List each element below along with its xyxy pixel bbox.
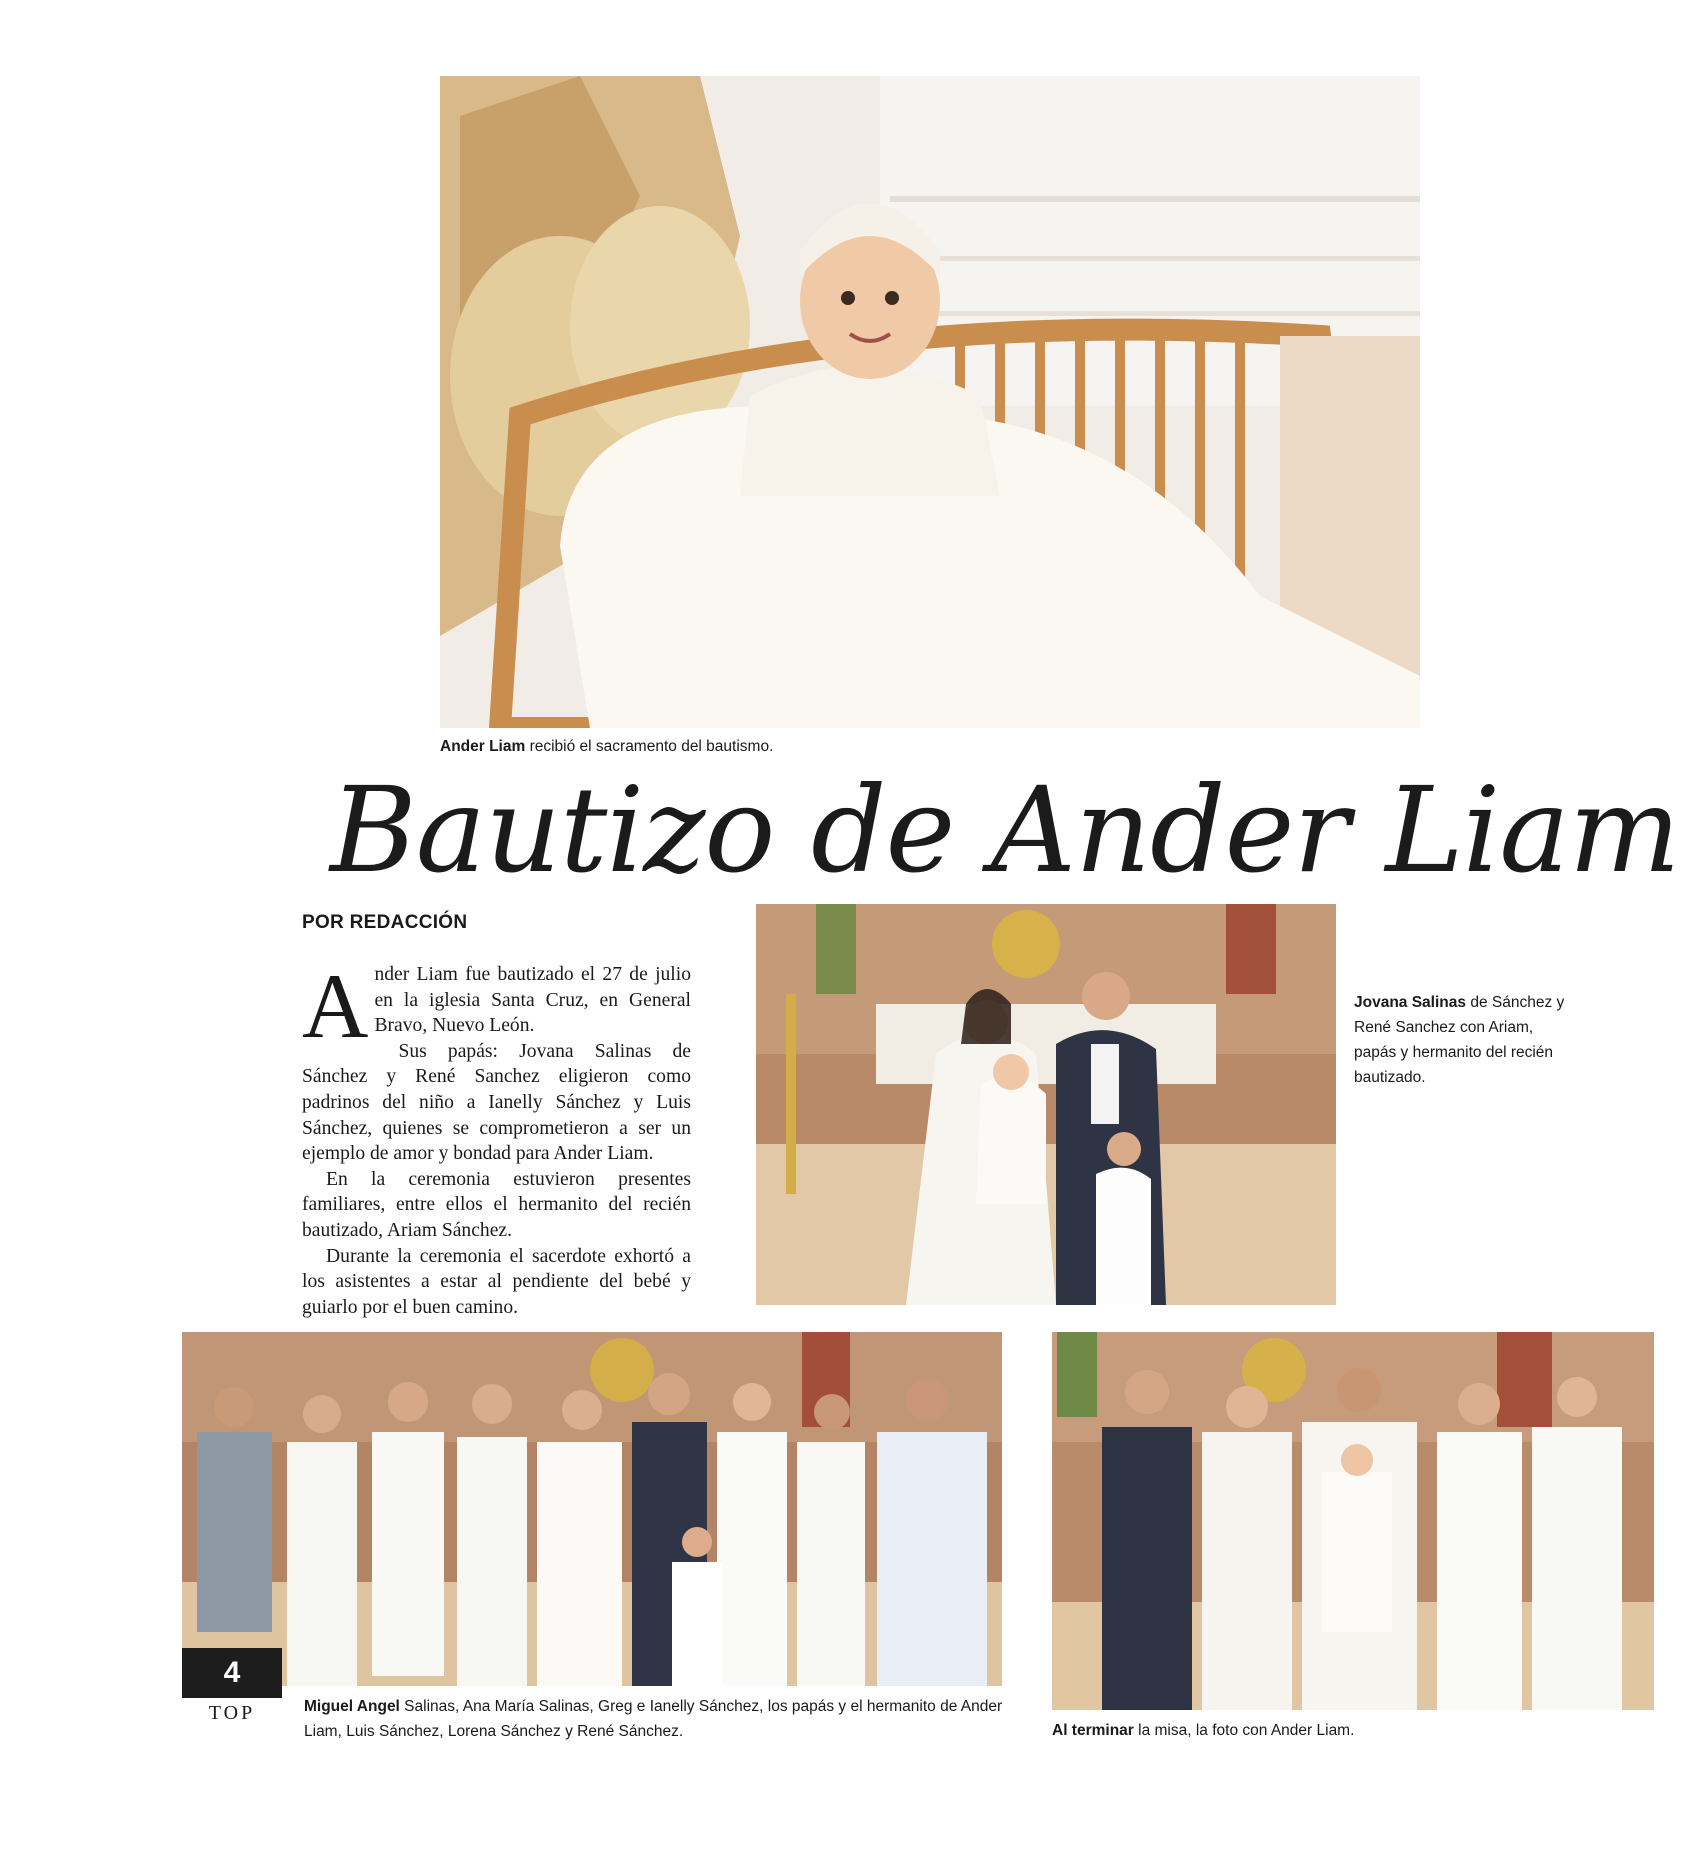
group-caption	[304, 1694, 1014, 1744]
section-label: TOP	[208, 1702, 256, 1724]
closing-caption	[1052, 1718, 1654, 1743]
article-paragraph: Durante la ceremonia el sacerdote exhortó a los asistentes a estar al pendiente del bebé y guiarlo por el buen camino.	[302, 1245, 691, 1318]
family-caption-text: de Sánchez y René Sanchez con Ariam, papás y hermanito del recién bautizado.	[1354, 994, 1565, 1086]
family-photo	[756, 904, 1336, 1305]
hero-photo	[440, 76, 1420, 728]
family-caption-name: Jovana Salinas	[1354, 994, 1467, 1011]
hero-caption-name: Ander Liam	[440, 738, 526, 755]
closing-caption-text: la misa, la foto con Ander Liam.	[1133, 1722, 1355, 1739]
hero-caption-text: recibió el sacramento del bautismo.	[525, 738, 774, 755]
article-paragraph: En la ceremonia estuvieron presentes familiares, entre ellos el hermanito del recién bautizado, Ariam Sánchez.	[302, 1168, 691, 1241]
article-body	[302, 955, 691, 1320]
article-paragraph: Sus papás: Jovana Salinas de Sánchez y René Sanchez eligieron como padrinos del niño a Ianelly Sánchez y Luis Sánchez, quienes se comprometieron a ser un ejemplo de amor y bondad para Ander Liam.	[302, 1040, 691, 1165]
drop-cap: A	[302, 955, 369, 1057]
byline: POR REDACCIÓN	[302, 912, 468, 933]
closing-caption-name: Al terminar	[1052, 1722, 1134, 1739]
article-paragraph: nder Liam fue bautizado el 27 de julio en la iglesia Santa Cruz, en General Bravo, Nuevo León.	[374, 964, 691, 1037]
group-caption-text: Salinas, Ana María Salinas, Greg e Ianelly Sánchez, los papás y el hermanito de Ander Liam, Luis Sánchez, Lorena Sánchez y René Sánchez.	[304, 1698, 1003, 1740]
page-number: 4	[182, 1648, 282, 1698]
group-caption-name: Miguel Angel	[304, 1698, 400, 1715]
family-caption	[1354, 990, 1574, 1090]
group-photo	[182, 1332, 1002, 1686]
page-title: Bautizo de Ander Liam	[330, 761, 1680, 899]
closing-photo	[1052, 1332, 1654, 1710]
hero-caption	[440, 734, 1420, 759]
